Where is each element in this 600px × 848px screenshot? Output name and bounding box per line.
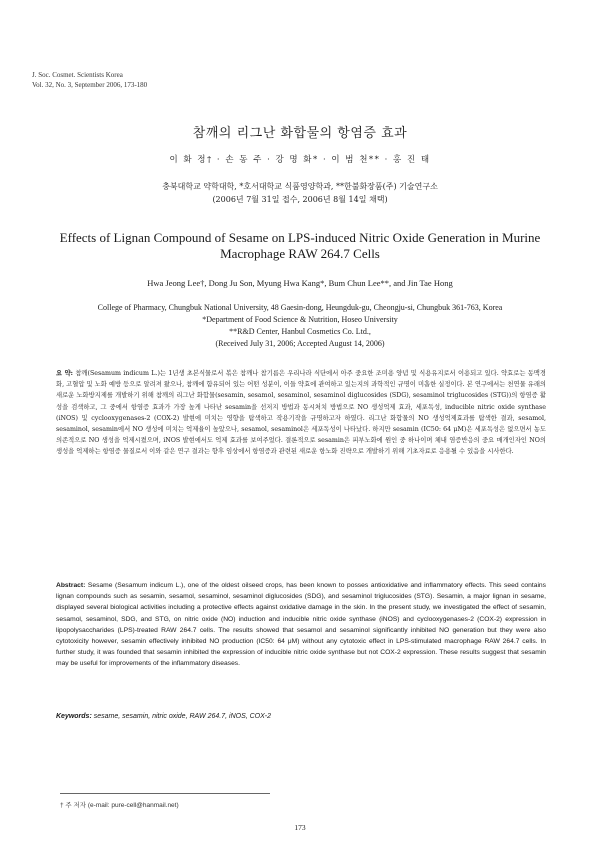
affiliation-line-2: *Department of Food Science & Nutrition, Hoseo University [202, 315, 398, 324]
keywords [56, 713, 546, 720]
english-authors: Hwa Jeong Lee†, Dong Ju Son, Myung Hwa Kang*, Bum Chun Lee**, and Jin Tae Hong [147, 278, 453, 288]
korean-abstract-label: 요 약: [56, 370, 73, 377]
journal-name: J. Soc. Cosmet. Scientists Korea [32, 71, 123, 79]
keywords-label: Keywords: [56, 713, 92, 720]
korean-title: 참깨의 리그난 화합물의 항염증 효과 [192, 126, 408, 141]
korean-affiliation: 충북대학교 약학대학, *호서대학교 식품영양학과, **한불화장품(주) 기술연구소 [162, 182, 438, 191]
keywords-text: sesame, sesamin, nitric oxide, RAW 264.7, iNOS, COX-2 [93, 713, 272, 720]
affiliation-line-1: College of Pharmacy, Chungbuk National University, 48 Gaesin-dong, Heungduk-gu, Cheongju-si, Chungbuk 361-763, Korea [97, 303, 503, 312]
english-abstract [56, 580, 546, 670]
english-dates: (Received July 31, 2006; Accepted August 14, 2006) [215, 339, 385, 348]
footnote: † 주 저자 (e-mail: pure-cell@hanmail.net) [60, 802, 179, 809]
korean-abstract-text: 참깨(Sesamum indicum L.)는 1년생 초본식물로서 볶은 참깨나 참기름은 우리나라 식단에서 아주 중요한 조미용 양념 및 식용유지로서 이용되고 있다. 약효로는 동맥경화, 고혈압 및 노화 예방 등으로 알려져 왔으나, 참깨에 함유되어 있는 어떤 성분이, 이들 약효에 관여하고 있는지의 과학적인 규명이 미흡한 실정이다. 본 연구에서는 천연물 유래의 새로운 노화방지제를 개발하기 위해 참깨의 리그난 화합물(sesamin, sesamol, sesaminol, sesaminol diglucosides (SDG), sesaminol triglucosides (STG))의 항염증 활성을 검색하고, 그 중에서 항염증 효과가 가장 높게 나타난 sesamin을 선저지 방법과 동시처치 방법으로 NO 생성억제 효과, 세포독성, inducible nitric oxide synthase (iNOS) 및 cyclooxygenases-2 (COX-2) 발현에 미치는 영향을 탐색하고 작용기작을 규명하고자 하였다. 리그난 화합물의 NO 생성억제효과를 탐색한 결과, sesamol, sesaminol, sesamin에서 NO 생성에 미치는 억제율이 높았으나, sesamol, sesaminol은 세포독성이 나타났다. 하지만 sesamin (IC50: 64 μM)은 세포독성은 없으면서 농도의존적으로 NO 생성을 억제시켰으며, iNOS 발현에서도 억제 효과를 보여주었다. 결론적으로 sesamin은 피부노화에 원인 중 하나이며 체내 염증반응의 중요 매개인자인 NO의 생성을 억제하는 항염증 물질로서 이와 같은 연구 결과는 향후 임상에서 항염증과 관련된 새로운 항노화 진략으로 개발하기 위해 기초자료로 응용될 수 있음을 시사한다. [56, 370, 546, 456]
journal-volume: Vol. 32, No. 3, September 2006, 173-180 [32, 81, 148, 89]
page-number: 173 [294, 823, 306, 832]
journal-citation [32, 70, 147, 90]
korean-dates: (2006년 7월 31일 접수, 2006년 8월 14일 채택) [212, 195, 388, 204]
english-affiliation [0, 302, 600, 350]
korean-abstract [56, 368, 546, 458]
english-abstract-text: Sesame (Sesamum indicum L.), one of the oldest oilseed crops, has been known to posses antioxidative and inflammatory effects. This seed contains lignan compounds such as sesamin, sesamol, sesaminol, sesaminol diglucosides (SDG), and sesaminol triglucosides (STG). Sesamin, a major lignan in sesame, displayed several biological activities including a protective effects against oxidative damage in the skin. In the present study, we investigated the effect of sesamin, sesamol, sesaminol, SDG, and STG, on nitric oxide (NO) induction and inducible nitric oxide synthase (iNOS) and cyclooxygenases-2 (COX-2) expression in lipopolysaccharides (LPS)-treated RAW 264.7 cells. The results showed that sesamol and sesaminol significantly inhibited NO generation but they were also cytotoxicity however, sesamin effectively inhibited NO production (IC50: 64 μM) without any cytotoxic effect in LPS-stimulated macrophage RAW 264.7 cells. In further study, it was founded that sesamin inhibited the expression of inducible nitric oxide synthase but not COX-2 expression. These results suggest that sesamin may be useful for improvements of the inflammatory diseases. [56, 582, 546, 668]
affiliation-line-3: **R&D Center, Hanbul Cosmetics Co. Ltd., [229, 327, 371, 336]
english-title: Effects of Lignan Compound of Sesame on LPS-induced Nitric Oxide Generation in Murine Macrophage RAW 264.7 Cells [59, 230, 541, 261]
footnote-divider [60, 793, 270, 794]
korean-authors: 이 화 정† · 손 동 주 · 강 명 화* · 이 범 천** · 홍 진 태 [169, 155, 431, 165]
english-abstract-label: Abstract: [56, 582, 86, 589]
